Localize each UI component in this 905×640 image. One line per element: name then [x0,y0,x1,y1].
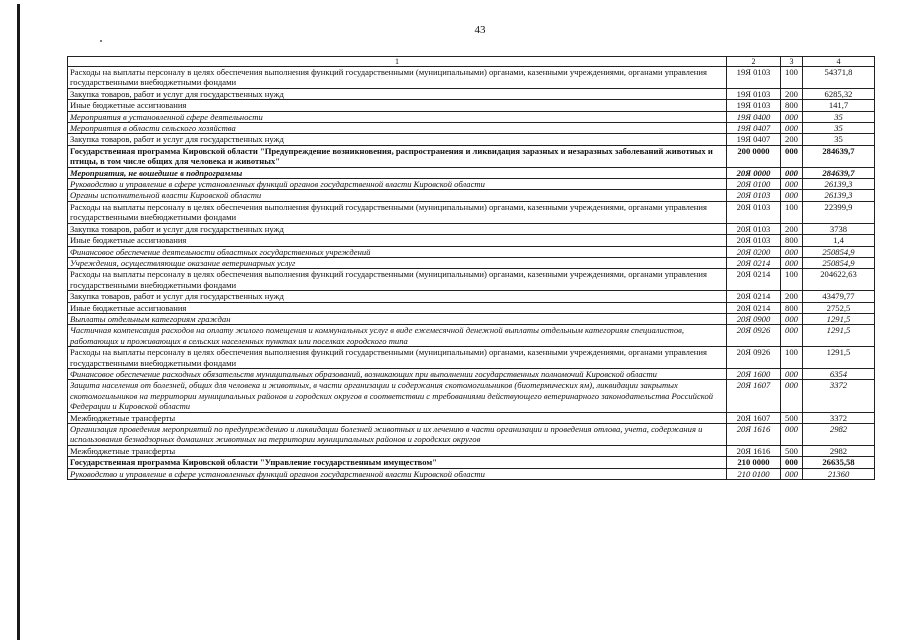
table-row [68,302,875,313]
row-amount-cell: 26139,3 [803,179,875,190]
row-amount-cell: 26139,3 [803,190,875,201]
row-code-cell: 19Я 0407 [727,123,781,134]
row-code-cell: 20Я 0103 [727,235,781,246]
row-amount-cell: 1291,5 [803,313,875,324]
table-row [68,412,875,423]
row-vr-cell: 000 [781,457,803,468]
row-amount-cell: 35 [803,111,875,122]
row-vr-cell: 000 [781,468,803,479]
row-amount-cell: 35 [803,134,875,145]
row-vr-cell: 000 [781,145,803,167]
row-amount-cell: 284639,7 [803,145,875,167]
row-code-cell: 20Я 0214 [727,302,781,313]
table-row [68,167,875,178]
row-name-cell: Закупка товаров, работ и услуг для государственных нужд [68,134,727,145]
row-amount-cell: 21360 [803,468,875,479]
table-row [68,201,875,223]
row-code-cell: 20Я 0000 [727,167,781,178]
row-vr-cell: 100 [781,347,803,369]
page-number: 43 [474,24,486,36]
column-header-name: 1 [68,57,727,67]
table-row [68,257,875,268]
table-row [68,111,875,122]
table-row [68,468,875,479]
row-code-cell: 20Я 0103 [727,223,781,234]
row-code-cell: 20Я 0200 [727,246,781,257]
table-row [68,269,875,291]
row-vr-cell: 000 [781,246,803,257]
row-name-cell: Закупка товаров, работ и услуг для государственных нужд [68,88,727,99]
table-row [68,445,875,456]
row-code-cell: 20Я 0103 [727,201,781,223]
budget-table [67,56,875,480]
row-vr-cell: 000 [781,167,803,178]
row-amount-cell: 35 [803,123,875,134]
row-code-cell: 19Я 0103 [727,88,781,99]
row-code-cell: 20Я 0214 [727,291,781,302]
table-row [68,368,875,379]
column-header-vr: 3 [781,57,803,67]
table-row [68,67,875,89]
row-name-cell: Финансовое обеспечение деятельности областных государственных учреждений [68,246,727,257]
row-name-cell: Частичная компенсация расходов на оплату жилого помещения и коммунальных услуг в виде ежемесячной денежной выплаты отдельным категориям специалистов, работающих и проживающих в сельских населенных пунктах или поселках городского типа [68,325,727,347]
row-name-cell: Закупка товаров, работ и услуг для государственных нужд [68,223,727,234]
row-vr-cell: 000 [781,313,803,324]
row-name-cell: Иные бюджетные ассигнования [68,100,727,111]
row-code-cell: 20Я 1607 [727,412,781,423]
row-vr-cell: 000 [781,190,803,201]
row-amount-cell: 2982 [803,424,875,446]
row-amount-cell: 1291,5 [803,347,875,369]
row-name-cell: Закупка товаров, работ и услуг для государственных нужд [68,291,727,302]
row-vr-cell: 200 [781,88,803,99]
column-header-amount: 4 [803,57,875,67]
row-code-cell: 19Я 0400 [727,111,781,122]
row-code-cell: 20Я 0900 [727,313,781,324]
row-amount-cell: 22399,9 [803,201,875,223]
row-name-cell: Выплаты отдельным категориям граждан [68,313,727,324]
row-amount-cell: 250854,9 [803,246,875,257]
row-code-cell: 20Я 0926 [727,325,781,347]
row-name-cell: Расходы на выплаты персоналу в целях обеспечения выполнения функций государственными (муниципальными) органами, казенными учреждениями, органами управления государственными внебюджетными фондами [68,201,727,223]
row-vr-cell: 000 [781,368,803,379]
table-row [68,190,875,201]
table-row [68,145,875,167]
table-row [68,291,875,302]
row-vr-cell: 500 [781,412,803,423]
row-code-cell: 20Я 1600 [727,368,781,379]
table-row [68,134,875,145]
row-code-cell: 20Я 0103 [727,190,781,201]
row-amount-cell: 250854,9 [803,257,875,268]
table-row [68,88,875,99]
table-row [68,179,875,190]
budget-table-body [68,57,875,480]
row-name-cell: Иные бюджетные ассигнования [68,302,727,313]
row-amount-cell: 26635,58 [803,457,875,468]
row-code-cell: 20Я 0214 [727,257,781,268]
row-vr-cell: 000 [781,257,803,268]
row-name-cell: Расходы на выплаты персоналу в целях обеспечения выполнения функций государственными (муниципальными) органами, казенными учреждениями, органами управления государственными внебюджетными фондами [68,269,727,291]
row-vr-cell: 200 [781,291,803,302]
row-name-cell: Защита населения от болезней, общих для человека и животных, в части организации и содержания скотомогильников (биотермических ям), ликвидации закрытых скотомогильников на территории муниципальных районов и городских округов в соответствии с требованиями действующего ветеринарного законодательства Российской Федерации и Кировской области [68,380,727,412]
table-row [68,380,875,412]
row-code-cell: 20Я 0100 [727,179,781,190]
row-code-cell: 19Я 0103 [727,100,781,111]
row-name-cell: Межбюджетные трансферты [68,445,727,456]
row-code-cell: 20Я 0926 [727,347,781,369]
row-code-cell: 210 0100 [727,468,781,479]
row-amount-cell: 6285,32 [803,88,875,99]
row-name-cell: Организация проведения мероприятий по предупреждению и ликвидации болезней животных и их лечению в части организации и проведения отлова, учета, содержания и использования безнадзорных домашних животных на территории муниципальных районов и городских округов [68,424,727,446]
row-vr-cell: 000 [781,325,803,347]
row-amount-cell: 2982 [803,445,875,456]
row-name-cell: Руководство и управление в сфере установленных функций органов государственной власти Кировской области [68,179,727,190]
row-name-cell: Мероприятия в установленной сфере деятельности [68,111,727,122]
row-name-cell: Межбюджетные трансферты [68,412,727,423]
row-amount-cell: 6354 [803,368,875,379]
row-name-cell: Учреждения, осуществляющие оказание ветеринарных услуг [68,257,727,268]
row-amount-cell: 3738 [803,223,875,234]
row-amount-cell: 141,7 [803,100,875,111]
row-vr-cell: 100 [781,269,803,291]
row-amount-cell: 204622,63 [803,269,875,291]
row-code-cell: 210 0000 [727,457,781,468]
page-left-border [17,4,20,640]
row-code-cell: 200 0000 [727,145,781,167]
table-row [68,457,875,468]
row-code-cell: 20Я 1616 [727,424,781,446]
row-code-cell: 20Я 1616 [727,445,781,456]
table-row [68,223,875,234]
row-amount-cell: 1,4 [803,235,875,246]
table-row [68,347,875,369]
row-vr-cell: 800 [781,302,803,313]
row-vr-cell: 000 [781,380,803,412]
row-amount-cell: 43479,77 [803,291,875,302]
row-vr-cell: 100 [781,201,803,223]
row-vr-cell: 000 [781,424,803,446]
row-vr-cell: 500 [781,445,803,456]
row-amount-cell: 54371,8 [803,67,875,89]
table-row [68,100,875,111]
table-row [68,235,875,246]
row-amount-cell: 3372 [803,380,875,412]
row-name-cell: Мероприятия, не вошедшие в подпрограммы [68,167,727,178]
row-amount-cell: 2752,5 [803,302,875,313]
row-name-cell: Руководство и управление в сфере установленных функций органов государственной власти Кировской области [68,468,727,479]
row-amount-cell: 3372 [803,412,875,423]
row-name-cell: Государственная программа Кировской области "Управление государственным имуществом" [68,457,727,468]
row-code-cell: 19Я 0103 [727,67,781,89]
table-row [68,246,875,257]
table-row [68,325,875,347]
scan-speck [100,40,102,42]
row-name-cell: Государственная программа Кировской области "Предупреждение возникновения, распространения и ликвидация заразных и незаразных заболеваний животных и птицы, в том числе общих для человека и животных" [68,145,727,167]
table-header-row [68,57,875,67]
column-header-code: 2 [727,57,781,67]
row-vr-cell: 100 [781,67,803,89]
row-vr-cell: 800 [781,100,803,111]
row-vr-cell: 000 [781,123,803,134]
row-name-cell: Органы исполнительной власти Кировской области [68,190,727,201]
row-name-cell: Мероприятия в области сельского хозяйства [68,123,727,134]
table-row [68,424,875,446]
row-vr-cell: 200 [781,134,803,145]
row-name-cell: Расходы на выплаты персоналу в целях обеспечения выполнения функций государственными (муниципальными) органами, казенными учреждениями, органами управления государственными внебюджетными фондами [68,347,727,369]
row-name-cell: Иные бюджетные ассигнования [68,235,727,246]
table-row [68,123,875,134]
row-vr-cell: 000 [781,179,803,190]
table-row [68,313,875,324]
row-vr-cell: 800 [781,235,803,246]
row-code-cell: 19Я 0407 [727,134,781,145]
row-code-cell: 20Я 1607 [727,380,781,412]
row-name-cell: Расходы на выплаты персоналу в целях обеспечения выполнения функций государственными (муниципальными) органами, казенными учреждениями, органами управления государственными внебюджетными фондами [68,67,727,89]
row-amount-cell: 1291,5 [803,325,875,347]
row-amount-cell: 284639,7 [803,167,875,178]
row-vr-cell: 200 [781,223,803,234]
row-name-cell: Финансовое обеспечение расходных обязательств муниципальных образований, возникающих при выполнении государственных полномочий Кировской области [68,368,727,379]
row-code-cell: 20Я 0214 [727,269,781,291]
row-vr-cell: 000 [781,111,803,122]
